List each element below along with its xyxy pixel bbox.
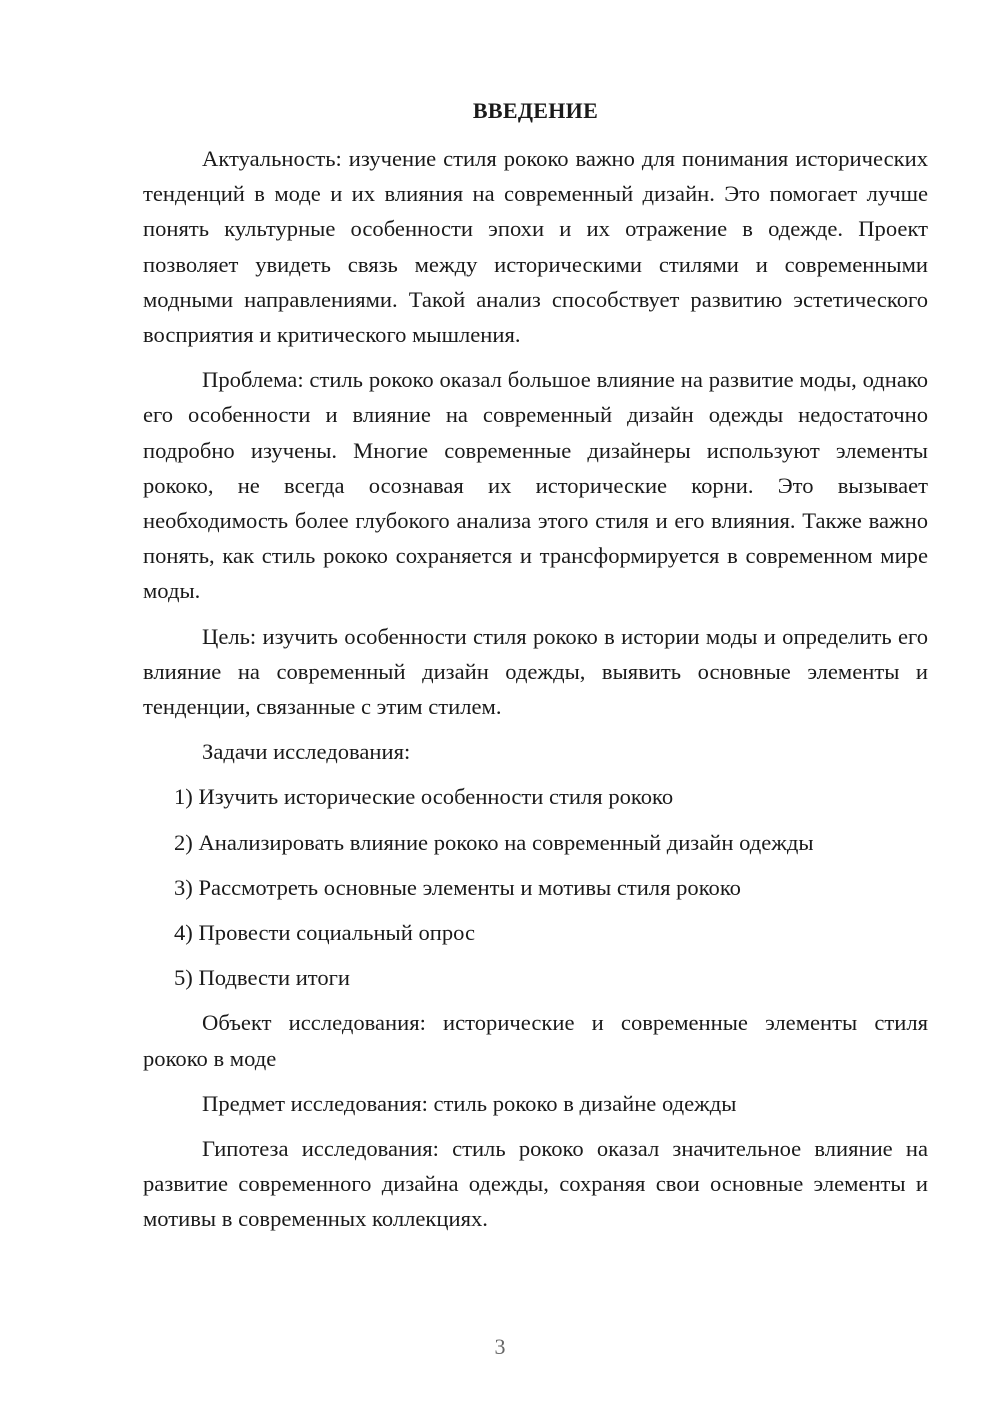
list-item: 3) Рассмотреть основные элементы и мотивы стиля рококо (174, 874, 741, 900)
document-page (143, 96, 928, 1247)
paragraph-subject: Предмет исследования: стиль рококо в дизайне одежды (202, 1090, 737, 1116)
tasks-list (143, 779, 928, 995)
tasks-heading: Задачи исследования: (202, 739, 411, 765)
section-title: ВВЕДЕНИЕ (472, 98, 599, 123)
paragraph-relevance: Актуальность: изучение стиля рококо важно для понимания исторических тенденций в моде и их влияния на современный дизайн. Это помогает лучше понять культурные особенности эпохи и их отражение в одежде. Проект позволяет увидеть связь между историческими стилями и современными модными направлениями. Такой анализ способствует развитию эстетического восприятия и критического мышления. (143, 146, 928, 348)
list-item: 2) Анализировать влияние рококо на современный дизайн одежды (174, 829, 814, 855)
page-number: 3 (494, 1334, 506, 1359)
list-item: 4) Провести социальный опрос (174, 920, 476, 946)
paragraph-object: Объект исследования: исторические и современные элементы стиля рококо в моде (143, 1010, 928, 1071)
paragraph-problem: Проблема: стиль рококо оказал большое влияние на развитие моды, однако его особенности и влияние на современный дизайн одежды недостаточно подробно изучены. Многие современные дизайнеры используют элементы рококо, не всегда осознавая их исторические корни. Это вызывает необходимость более глубокого анализа этого стиля и его влияния. Также важно понять, как стиль рококо сохраняется и трансформируется в современном мире моды. (143, 367, 928, 604)
list-item: 5) Подвести итоги (174, 965, 351, 991)
list-item: 1) Изучить исторические особенности стиля рококо (174, 784, 674, 810)
paragraph-hypothesis: Гипотеза исследования: стиль рококо оказал значительное влияние на развитие современного дизайна одежды, сохраняя свои основные элементы и мотивы в современных коллекциях. (143, 1136, 928, 1232)
paragraph-goal: Цель: изучить особенности стиля рококо в истории моды и определить его влияние на современный дизайн одежды, выявить основные элементы и тенденции, связанные с этим стилем. (143, 623, 928, 720)
